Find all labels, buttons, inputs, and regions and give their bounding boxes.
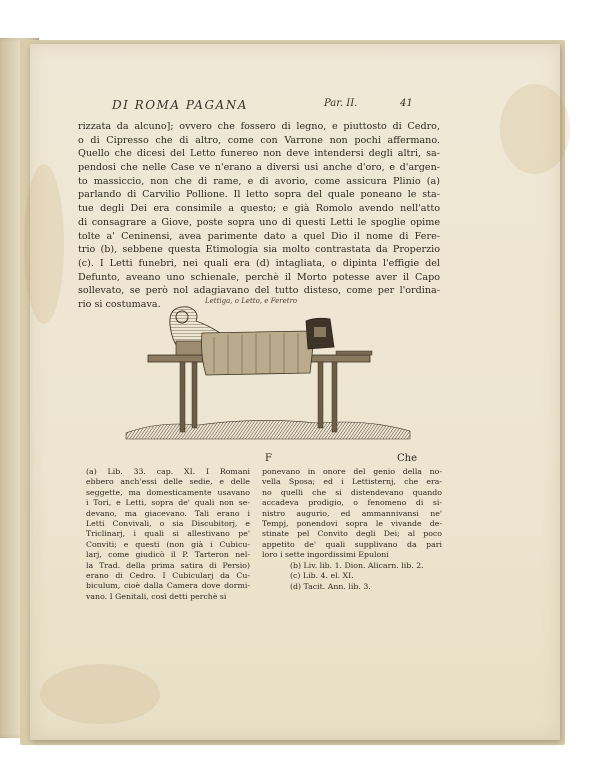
footnote-line: no quelli che si distendevano quando: [262, 487, 442, 497]
text-line: trio (b), sebbene questa Etimologia sia molto contrastata da Properzio: [78, 244, 440, 256]
footnote-line: (a) Lib. 33. cap. XI. I Romani: [86, 467, 250, 476]
funeral-bed-engraving: [118, 285, 418, 445]
running-head-title: DI ROMA PAGANA: [112, 98, 248, 112]
footnote-line: Tempj, ponendovi sopra le vivande de-: [262, 518, 442, 528]
reference-note: (b) Liv. lib. 1. Dion. Alicarn. lib. 2.: [290, 561, 424, 570]
bed-leg: [192, 362, 197, 428]
drapery: [202, 331, 315, 375]
footnote-line: accadeva prodigio, o fenomeno di si-: [262, 498, 442, 508]
footnote-line: ponevano in onore del genio della no-: [262, 467, 442, 476]
age-stain: [500, 84, 570, 174]
carrying-pole: [336, 351, 372, 355]
footnote-line: vella Sposa; ed i Lettisternj, che era-: [262, 477, 442, 487]
text-line: parlando di Carvilio Pollione. Il letto sopra del quale poneano le sta-: [78, 189, 440, 201]
age-stain: [40, 664, 160, 724]
engraving-illustration: [118, 285, 418, 445]
footnote-line: biculum, cioè dalla Camera dove dormi-: [86, 581, 250, 591]
signature-mark: F: [265, 453, 272, 464]
text-line: sollevato, se però nol adagiavano del tutto disteso, come per l'ordina-: [78, 285, 440, 297]
footnote-line: devano, ma giacevano. Tali erano i: [86, 508, 250, 518]
text-line: di consagrare a Giove, poste sopra uno di questi Letti le spoglie opime: [78, 216, 440, 228]
reference-note: (d) Tacit. Ann. lib. 3.: [290, 581, 371, 591]
age-stain: [24, 164, 64, 324]
footnote-line: seggette, ma domesticamente usavano: [86, 487, 250, 497]
page-number: 41: [400, 98, 413, 109]
footnote-line: loro i sette ingordissimi Epuloni: [262, 550, 389, 560]
footnote-line: Triclinarj, i quali si allestivano pe': [86, 529, 250, 539]
footnote-line: erano di Cedro. I Cubicularj da Cu-: [86, 570, 250, 580]
main-text: [78, 120, 440, 312]
footnote-left-column: [86, 467, 250, 602]
bed-leg: [180, 362, 185, 432]
text-line: pendosi che nelle Case ve n'erano a diversi usi anche d'oro, e d'argen-: [78, 162, 440, 174]
ground-shading: [126, 420, 410, 439]
bed-leg: [318, 362, 323, 428]
text-line: (c). I Letti funebri, nei quali era (d) intagliata, o dipinta l'effigie del: [78, 257, 440, 269]
reference-notes: [290, 561, 424, 592]
footnote-line: i Tori, e Letti, sopra de' quali non se-: [86, 498, 250, 508]
engraving-caption: Lettiga, o Letto, e Feretro: [205, 297, 298, 305]
footnote-line: la Trad. della prima satira di Persio): [86, 560, 250, 570]
footnote-line: Letti Convivali, o sia Discubitorj, e: [86, 518, 250, 528]
reference-note: (c) Lib. 4. el. XI.: [290, 571, 354, 581]
footboard-panel: [314, 327, 326, 337]
bed-leg: [332, 362, 337, 432]
footnote-line: appetito de' quali supplivano da pari: [262, 539, 442, 549]
text-line: rizzata da alcuno]; ovvero che fossero di legno, e piuttosto di Cedro,: [78, 121, 440, 132]
footnote-line: Conviti; e questi (non già i Cubicu-: [86, 539, 250, 549]
footnote-line: stinate pel Convito degli Dei; al poco: [262, 529, 442, 539]
footnote-line: vano. I Genitali, così detti perchè si: [86, 591, 227, 601]
text-line: tue degli Dei era consimile a questo; e già Romolo avendo nell'atto: [78, 203, 440, 215]
text-line: Defunto, aveano uno schienale, perchè il Morto potesse aver il Capo: [78, 271, 440, 283]
text-line: o di Cipresso che di altro, come con Varrone non pochi affermano.: [78, 134, 440, 146]
footnote-line: larj, come giudicò il P. Tarteron nel-: [86, 550, 250, 560]
running-head-part: Par. II.: [324, 98, 358, 109]
text-line: to massiccio, non che di rame, e di avorio, come assicura Plinio (a): [78, 175, 440, 187]
text-line: tolte a' Ceninensi, avea parimente dato a quel Dio il nome di Fere-: [78, 230, 440, 242]
text-line: Quello che dicesi del Letto funereo non deve intendersi degli altri, sa-: [78, 148, 440, 160]
footnote-line: ebbero anch'essi delle sedie, e delle: [86, 477, 250, 487]
footnote-line: nistro augurio, ed ammannivansi ne': [262, 508, 442, 518]
catchword: Che: [397, 453, 418, 464]
footnote-right-column: [262, 467, 442, 561]
headboard-base: [176, 341, 202, 355]
text-line: rio si costumava.: [78, 298, 161, 310]
